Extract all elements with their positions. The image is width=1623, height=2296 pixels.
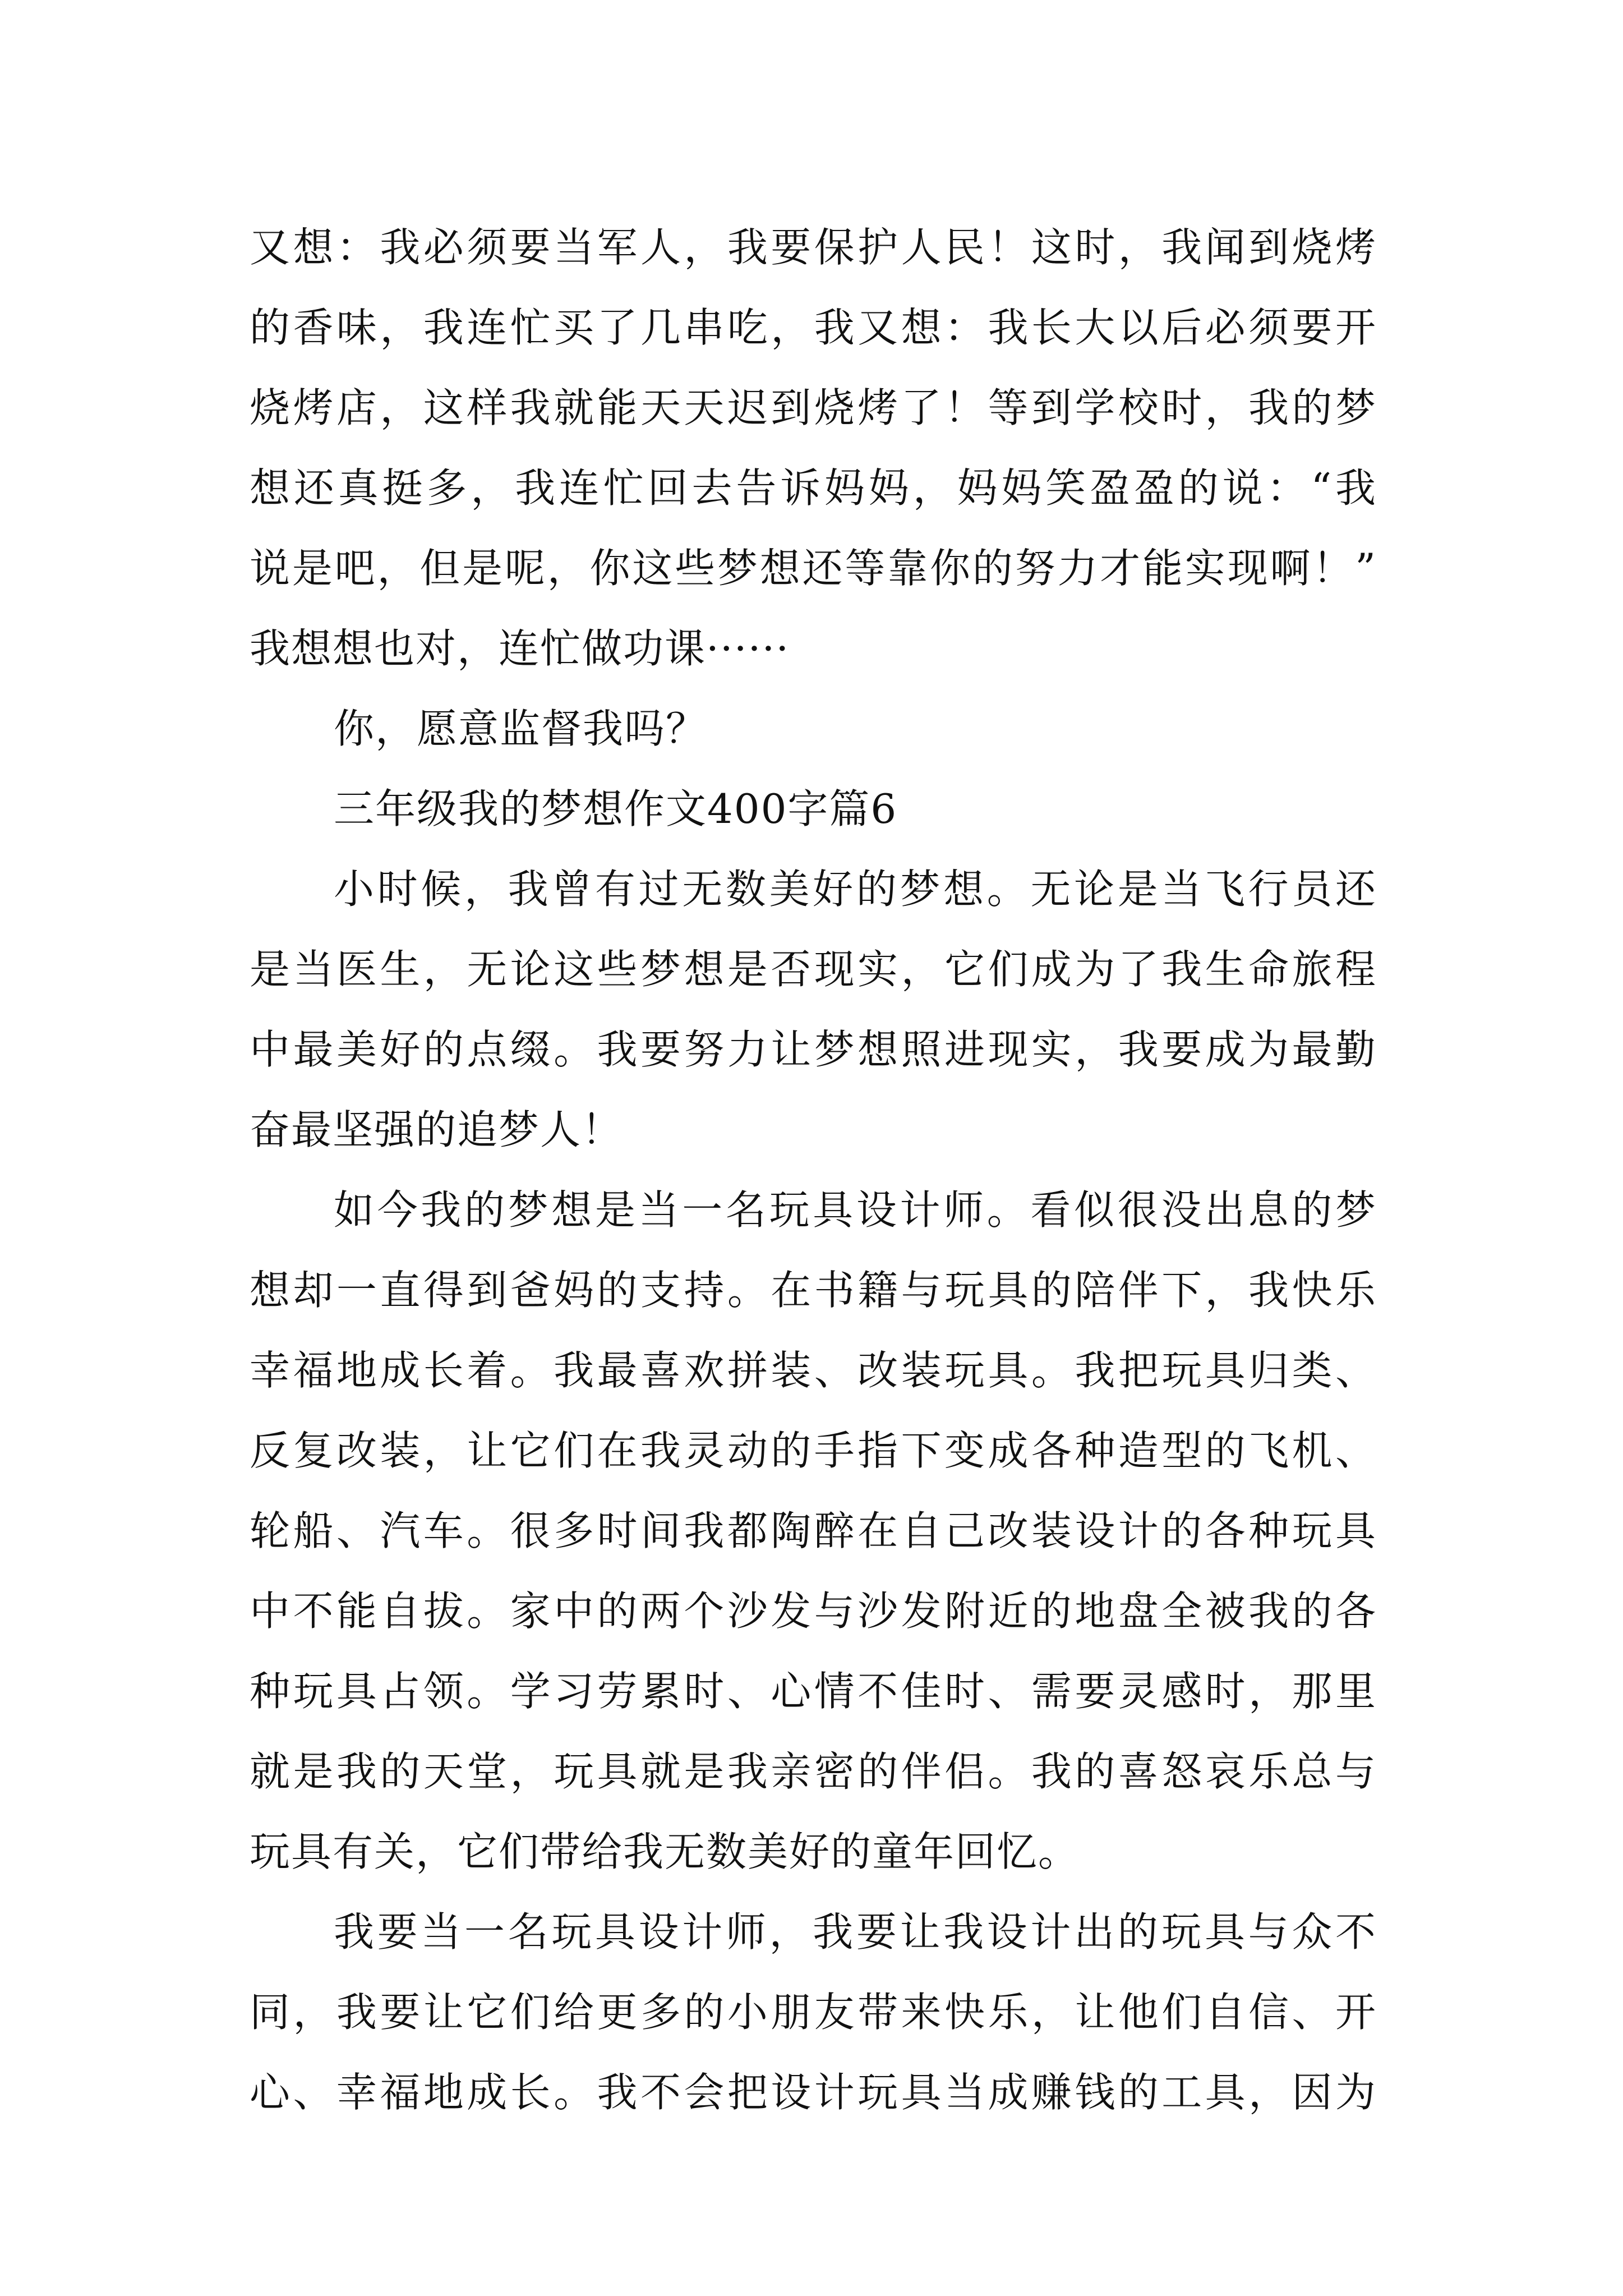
section-heading: 三年级我的梦想作文400字篇6 [334,785,898,832]
text-line: 轮船、汽车。很多时间我都陶醉在自己改装设计的各种玩具 [250,1507,1377,1554]
text-line: 奋最坚强的追梦人！ [250,1106,624,1153]
text-line: 小时候，我曾有过无数美好的梦想。无论是当飞行员还 [334,866,1377,913]
text-line: 我想想也对，连忙做功课······ [250,625,790,672]
text-line: 我要当一名玩具设计师，我要让我设计出的玩具与众不 [334,1908,1377,1955]
text-line: 如今我的梦想是当一名玩具设计师。看似很没出息的梦 [334,1186,1377,1234]
text-line: 种玩具占领。学习劳累时、心情不佳时、需要灵感时，那里 [250,1668,1377,1715]
text-line: 反复改装，让它们在我灵动的手指下变成各种造型的飞机、 [250,1427,1377,1474]
text-line: 你，愿意监督我吗？ [334,705,708,752]
text-line: 心、幸福地成长。我不会把设计玩具当成赚钱的工具，因为 [250,2069,1377,2116]
text-line: 幸福地成长着。我最喜欢拼装、改装玩具。我把玩具归类、 [250,1347,1377,1394]
text-line: 又想：我必须要当军人，我要保护人民！这时，我闻到烧烤 [250,224,1377,271]
text-line: 的香味，我连忙买了几串吃，我又想：我长大以后必须要开 [250,304,1377,351]
text-line: 想却一直得到爸妈的支持。在书籍与玩具的陪伴下，我快乐 [250,1267,1377,1314]
text-line: 同，我要让它们给更多的小朋友带来快乐，让他们自信、开 [250,1989,1377,2036]
text-line: 中不能自拔。家中的两个沙发与沙发附近的地盘全被我的各 [250,1588,1377,1635]
text-line: 烧烤店，这样我就能天天迟到烧烤了！等到学校时，我的梦 [250,384,1377,431]
text-line: 中最美好的点缀。我要努力让梦想照进现实，我要成为最勤 [250,1026,1377,1073]
text-line: 就是我的天堂，玩具就是我亲密的伴侣。我的喜怒哀乐总与 [250,1748,1377,1795]
text-line: 想还真挺多，我连忙回去告诉妈妈，妈妈笑盈盈的说：“我 [250,464,1377,512]
text-line: 玩具有关，它们带给我无数美好的童年回忆。 [250,1828,1080,1875]
document-body [250,208,1377,2133]
text-line: 说是吧，但是呢，你这些梦想还等靠你的努力才能实现啊！” [250,545,1377,592]
text-line: 是当医生，无论这些梦想是否现实，它们成为了我生命旅程 [250,946,1377,993]
